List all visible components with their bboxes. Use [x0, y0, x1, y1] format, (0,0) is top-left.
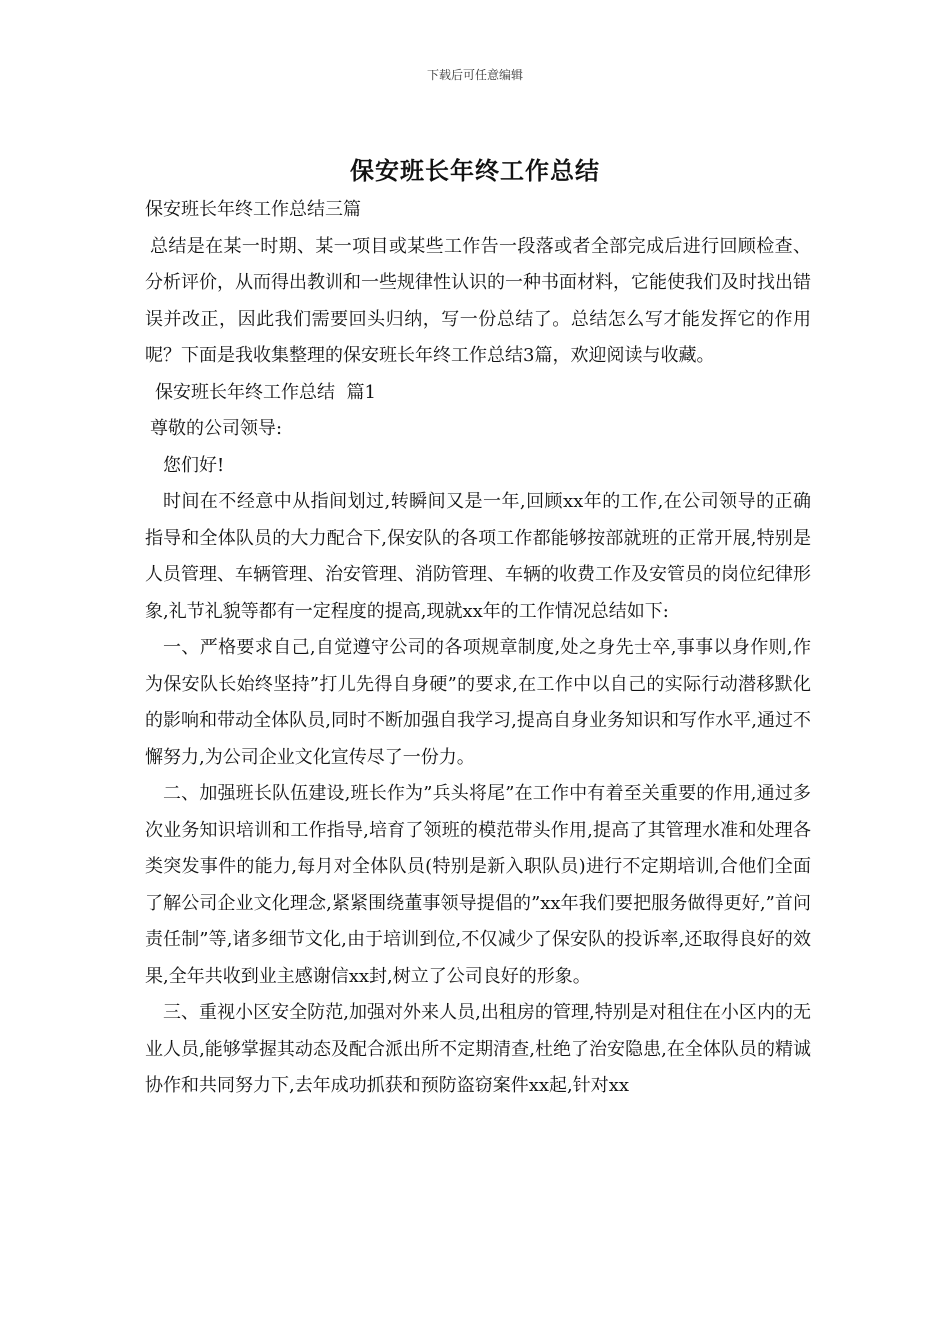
document-body	[145, 192, 811, 1105]
document-title: 保安班长年终工作总结	[350, 156, 600, 185]
paragraph-1: 时间在不经意中从指间划过,转瞬间又是一年,回顾xx年的工作,在公司领导的正确指导和全体队员的大力配合下,保安队的各项工作都能够按部就班的正常开展,特别是人员管理、车辆管理、治安管理、消防管理、车辆的收费工作及安管员的岗位纪律形象,礼节礼貌等都有一定程度的提高,现就xx年的工作情况总结如下:	[145, 491, 811, 622]
paragraph-2: 一、严格要求自己,自觉遵守公司的各项规章制度,处之身先士卒,事事以身作则,作为保安队长始终坚持”打儿先得自身硬”的要求,在工作中以自己的实际行动潜移默化的影响和带动全体队员,同时不断加强自我学习,提高自身业务知识和写作水平,通过不懈努力,为公司企业文化宣传尽了一份力。	[145, 637, 811, 768]
document-subtitle: 保安班长年终工作总结三篇	[145, 199, 361, 220]
greeting: 您们好!	[163, 454, 225, 476]
section-heading: 保安班长年终工作总结 篇1	[155, 381, 376, 403]
header-note: 下载后可任意编辑	[426, 68, 523, 82]
intro-paragraph: 总结是在某一时期、某一项目或某些工作告一段落或者全部完成后进行回顾检查、分析评价，从而得出教训和一些规律性认识的一种书面材料，它能使我们及时找出错误并改正，因此我们需要回头归纳，写一份总结了。总结怎么写才能发挥它的作用呢？下面是我收集整理的保安班长年终工作总结3篇，欢迎阅读与收藏。	[145, 235, 811, 366]
salutation: 尊敬的公司领导:	[150, 418, 283, 439]
paragraph-3: 二、加强班长队伍建设,班长作为”兵头将尾”在工作中有着至关重要的作用,通过多次业务知识培训和工作指导,培育了领班的模范带头作用,提高了其管理水准和处理各类突发事件的能力,每月对全体队员(特别是新入职队员)进行不定期培训,合他们全面了解公司企业文化理念,紧紧围绕董事领导提倡的”xx年我们要把服务做得更好,”首问责任制”等,诸多细节文化,由于培训到位,不仅减少了保安队的投诉率,还取得良好的效果,全年共收到业主感谢信xx封,树立了公司良好的形象。	[145, 783, 811, 987]
paragraph-4: 三、重视小区安全防范,加强对外来人员,出租房的管理,特别是对租住在小区内的无业人员,能够掌握其动态及配合派出所不定期清查,杜绝了治安隐患,在全体队员的精诚协作和共同努力下,去年成功抓获和预防盗窃案件xx起,针对xx	[145, 1002, 811, 1096]
